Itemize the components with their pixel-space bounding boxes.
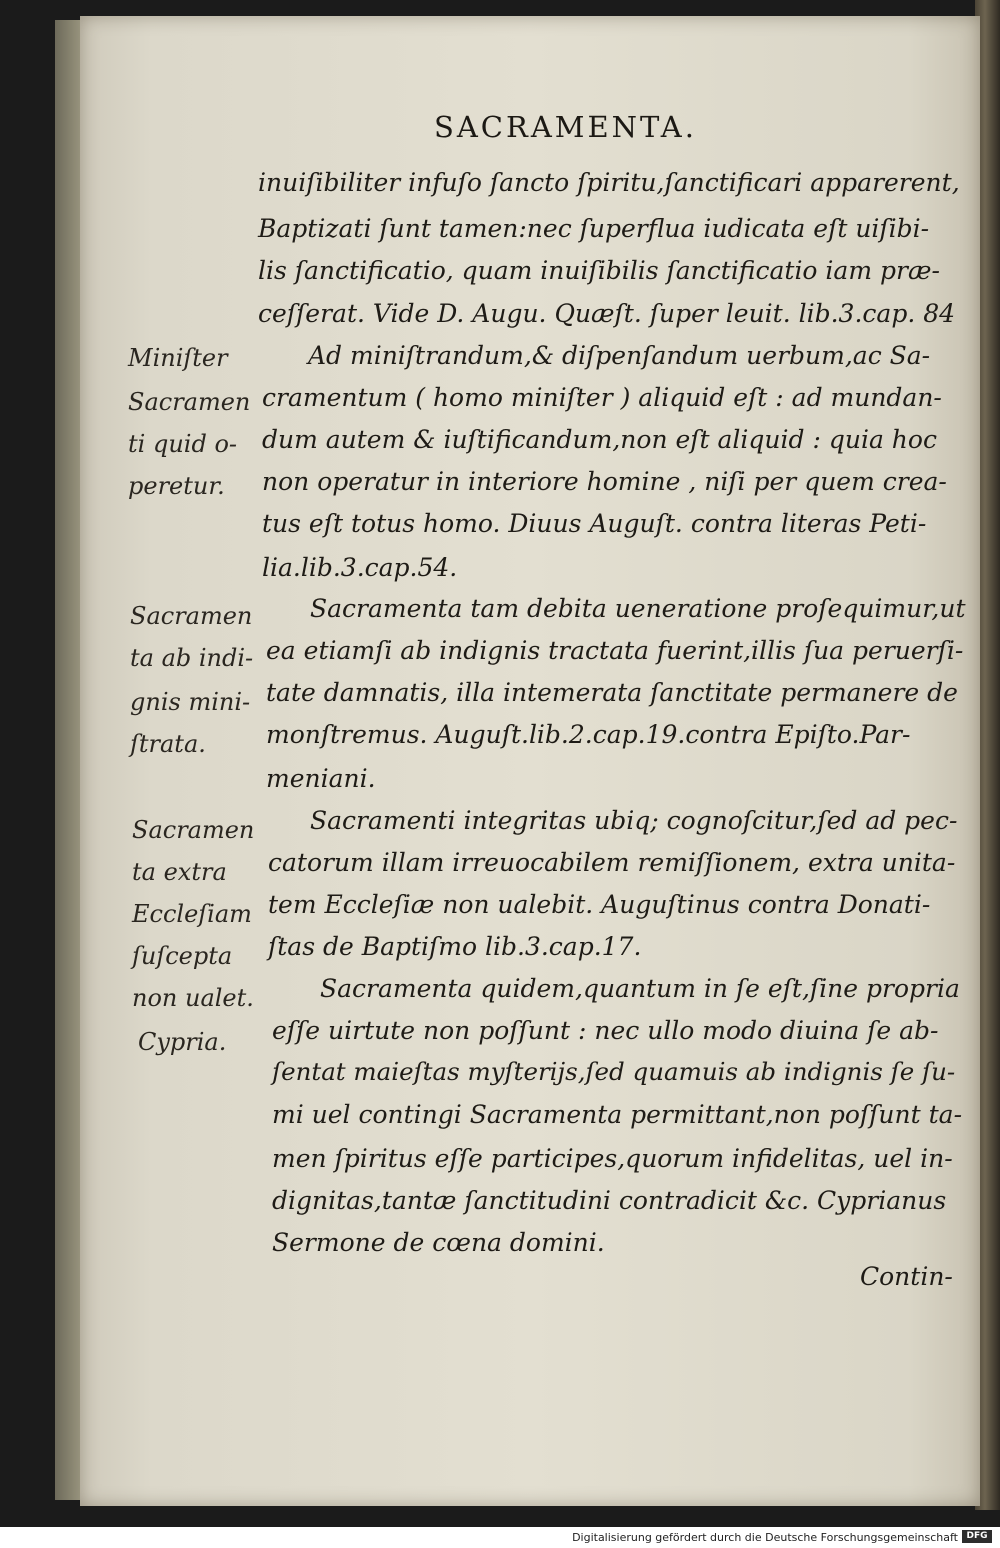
body-line: tem Eccleſiæ non ualebit. Auguſtinus contra Donati-: [268, 890, 931, 919]
body-line: cramentum ( homo miniſter ) aliquid eſt : ad mundan-: [262, 383, 942, 412]
body-line: lis ſanctificatio, quam inuiſibilis ſanctificatio iam præ-: [258, 256, 940, 285]
body-line: meniani.: [266, 764, 376, 793]
body-line: dignitas,tantæ ſanctitudini contradicit &c. Cyprianus: [272, 1186, 947, 1215]
dfg-logo: DFG: [962, 1530, 992, 1543]
running-head: SACRAMENTA.: [434, 110, 697, 144]
body-line: ſtas de Baptiſmo lib.3.cap.17.: [268, 932, 642, 961]
body-line: Sacramenta quidem,quantum in ſe eſt,ſine propria: [320, 974, 960, 1003]
body-line: catorum illam irreuocabilem remiſſionem, extra unita-: [268, 848, 956, 877]
margin-note-line: Sacramen: [130, 602, 253, 630]
body-line: inuiſibiliter infuſo ſancto ſpiritu,ſanctificari apparerent,: [258, 168, 960, 197]
margin-note-line: non ualet.: [132, 984, 254, 1012]
body-line: lia.lib.3.cap.54.: [262, 553, 458, 582]
margin-note-line: Cypria.: [138, 1028, 227, 1056]
body-line: monſtremus. Auguſt.lib.2.cap.19.contra Epiſto.Par-: [266, 720, 911, 749]
body-line: ceſſerat. Vide D. Augu. Quæſt. ſuper leuit. lib.3.cap. 84: [258, 299, 956, 328]
margin-note-line: ti quid o-: [128, 430, 237, 458]
body-line: tus eſt totus homo. Diuus Auguſt. contra literas Peti-: [262, 509, 927, 538]
margin-note-line: Eccleſiam: [132, 900, 252, 928]
margin-note-line: ta ab indi-: [130, 644, 254, 672]
body-line: mi uel contingi Sacramenta permittant,non poſſunt ta-: [272, 1100, 963, 1129]
body-line: Sacramenti integritas ubiq; cognoſcitur,ſed ad pec-: [310, 806, 958, 835]
margin-note-line: gnis mini-: [130, 688, 251, 716]
body-line: Sacramenta tam debita ueneratione proſequimur,ut: [310, 594, 966, 623]
body-line: eſſe uirtute non poſſunt : nec ullo modo diuina ſe ab-: [272, 1016, 939, 1045]
margin-note-line: ſuſcepta: [132, 942, 233, 970]
body-line: tate damnatis, illa intemerata ſanctitate permanere de: [266, 678, 958, 707]
body-line: dum autem & iuſtificandum,non eſt aliquid : quia hoc: [262, 425, 937, 454]
body-line: ea etiamſi ab indignis tractata fuerint,illis ſua peruerſi-: [266, 636, 964, 665]
margin-note-line: Sacramen: [128, 388, 251, 416]
margin-note-line: peretur.: [128, 472, 225, 500]
body-line: Baptizati ſunt tamen:nec ſuperflua iudicata eſt uiſibi-: [258, 214, 930, 243]
footer-credit: Digitalisierung gefördert durch die Deutsche Forschungsgemeinschaft: [572, 1531, 958, 1544]
margin-note-line: ſtrata.: [130, 730, 206, 758]
catchword: Contin-: [860, 1262, 953, 1291]
margin-note-line: ta extra: [132, 858, 227, 886]
body-line: Ad miniſtrandum,& diſpenſandum uerbum,ac Sa-: [308, 341, 931, 370]
margin-note-line: Miniſter: [128, 344, 228, 372]
margin-note-line: Sacramen: [132, 816, 255, 844]
body-line: non operatur in interiore homine , niſi per quem crea-: [262, 467, 947, 496]
body-line: men ſpiritus eſſe participes,quorum infidelitas, uel in-: [272, 1144, 953, 1173]
body-line: Sermone de cœna domini.: [272, 1228, 605, 1257]
body-line: ſentat maieſtas myſterijs,ſed quamuis ab indignis ſe ſu-: [272, 1057, 956, 1086]
